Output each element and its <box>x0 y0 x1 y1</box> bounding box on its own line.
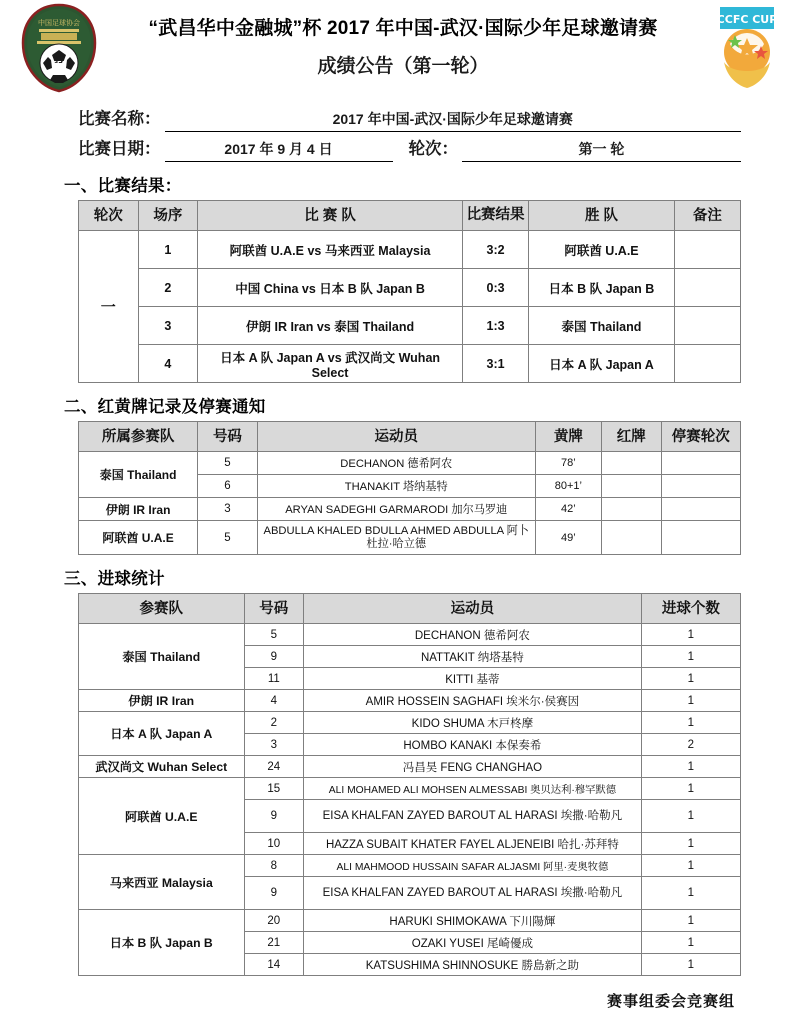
player-name: KITTI 基蒂 <box>304 668 642 690</box>
section1-heading: 一、比赛结果： <box>64 177 182 195</box>
table-row <box>79 712 741 734</box>
match-remark <box>674 269 740 307</box>
svg-text:中国足球协会: 中国足球协会 <box>38 19 80 27</box>
player-number: 5 <box>244 624 304 646</box>
col-red-card: 红牌 <box>601 422 661 452</box>
player-name: NATTAKIT 纳塔基特 <box>304 646 642 668</box>
goal-count: 1 <box>641 690 740 712</box>
player-number: 9 <box>244 646 304 668</box>
form-fields <box>0 102 793 162</box>
table-row <box>79 910 741 932</box>
match-winner: 日本 B 队 Japan B <box>529 269 675 307</box>
ccfc-cup-text: CCFC CUP <box>716 13 778 26</box>
suspension-rounds <box>661 452 740 475</box>
match-remark <box>674 345 740 383</box>
title-block <box>105 14 701 84</box>
table-row <box>79 855 741 877</box>
player-name: OZAKI YUSEI 尾崎優成 <box>304 932 642 954</box>
player-number: 3 <box>244 734 304 756</box>
col-match-no: 场序 <box>138 201 198 231</box>
player-number: 9 <box>244 800 304 833</box>
player-number: 4 <box>244 690 304 712</box>
team-name: 阿联酋 U.A.E <box>79 521 198 555</box>
svg-text:CFA: CFA <box>51 60 67 68</box>
goal-count: 1 <box>641 712 740 734</box>
col-winner: 胜 队 <box>529 201 675 231</box>
table-row <box>79 307 741 345</box>
col-team: 参赛队 <box>79 594 245 624</box>
table-row <box>79 778 741 800</box>
match-winner: 日本 A 队 Japan A <box>529 345 675 383</box>
player-number: 20 <box>244 910 304 932</box>
player-name: EISA KHALFAN ZAYED BAROUT AL HARASI 埃撒·哈勒凡 <box>304 877 642 910</box>
col-team: 所属参赛队 <box>79 422 198 452</box>
goal-count: 1 <box>641 646 740 668</box>
form-row-name <box>78 102 741 132</box>
match-score: 1:3 <box>462 307 528 345</box>
team-name: 武汉尚文 Wuhan Select <box>79 756 245 778</box>
table-header-row <box>79 201 741 231</box>
form-row-date <box>78 132 741 162</box>
table-row <box>79 452 741 475</box>
team-name: 阿联酋 U.A.E <box>79 778 245 855</box>
player-name: HAZZA SUBAIT KHATER FAYEL ALJENEIBI 哈扎·苏拜特 <box>304 833 642 855</box>
goal-count: 2 <box>641 734 740 756</box>
yellow-card-minute: 80+1’ <box>535 475 601 498</box>
goal-count: 1 <box>641 954 740 976</box>
table-row <box>79 756 741 778</box>
player-name: ABDULLA KHALED BDULLA AHMED ABDULLA 阿卜杜拉·哈立德 <box>257 521 535 555</box>
match-no: 1 <box>138 231 198 269</box>
section2-heading: 二、红黄牌记录及停赛通知 <box>64 398 266 416</box>
player-number: 5 <box>198 452 258 475</box>
red-card-minute <box>601 452 661 475</box>
col-teams: 比 赛 队 <box>198 201 463 231</box>
col-suspension: 停赛轮次 <box>661 422 740 452</box>
col-number: 号码 <box>244 594 304 624</box>
document-header <box>0 0 793 96</box>
player-number: 3 <box>198 498 258 521</box>
table-header-row <box>79 422 741 452</box>
goal-count: 1 <box>641 910 740 932</box>
section3-table-wrap <box>0 593 793 976</box>
ccfc-cup-logo-icon <box>711 2 783 90</box>
match-remark <box>674 307 740 345</box>
match-remark <box>674 231 740 269</box>
col-number: 号码 <box>198 422 258 452</box>
match-score: 0:3 <box>462 269 528 307</box>
player-number: 9 <box>244 877 304 910</box>
table-row <box>79 521 741 555</box>
match-date-value[interactable]: 2017 年 9 月 4 日 <box>165 139 393 162</box>
col-yellow-card: 黄牌 <box>535 422 601 452</box>
team-name: 泰国 Thailand <box>79 624 245 690</box>
page-title-line1: “武昌华中金融城”杯 2017 年中国-武汉·国际少年足球邀请赛 <box>148 18 658 39</box>
footer-signature: 赛事组委会竞赛组 <box>606 993 735 1010</box>
player-number: 8 <box>244 855 304 877</box>
team-name: 日本 B 队 Japan B <box>79 910 245 976</box>
suspension-rounds <box>661 475 740 498</box>
player-number: 15 <box>244 778 304 800</box>
match-date-label: 比赛日期： <box>78 140 161 158</box>
match-results-table <box>78 200 741 383</box>
player-name: AMIR HOSSEIN SAGHAFI 埃米尔·侯赛因 <box>304 690 642 712</box>
goal-count: 1 <box>641 756 740 778</box>
player-number: 6 <box>198 475 258 498</box>
player-name: DECHANON 德希阿农 <box>257 452 535 475</box>
goal-statistics-table <box>78 593 741 976</box>
player-number: 5 <box>198 521 258 555</box>
page-title-line2: 成绩公告（第一轮） <box>317 56 489 77</box>
match-teams: 伊朗 IR Iran vs 泰国 Thailand <box>198 307 463 345</box>
goal-count: 1 <box>641 668 740 690</box>
match-name-label: 比赛名称： <box>78 110 161 128</box>
player-name: KATSUSHIMA SHINNOSUKE 勝島新之助 <box>304 954 642 976</box>
player-number: 2 <box>244 712 304 734</box>
player-name: HARUKI SHIMOKAWA 下川陽輝 <box>304 910 642 932</box>
yellow-card-minute: 49’ <box>535 521 601 555</box>
red-card-minute <box>601 498 661 521</box>
goal-count: 1 <box>641 833 740 855</box>
player-number: 10 <box>244 833 304 855</box>
table-row <box>79 624 741 646</box>
table-row <box>79 498 741 521</box>
match-winner: 阿联酋 U.A.E <box>529 231 675 269</box>
yellow-card-minute: 42’ <box>535 498 601 521</box>
player-number: 11 <box>244 668 304 690</box>
player-name: HOMBO KANAKI 本保奏希 <box>304 734 642 756</box>
match-teams: 日本 A 队 Japan A vs 武汉尚文 Wuhan Select <box>198 345 463 383</box>
goal-count: 1 <box>641 877 740 910</box>
goal-count: 1 <box>641 855 740 877</box>
table-row <box>79 231 741 269</box>
match-teams: 中国 China vs 日本 B 队 Japan B <box>198 269 463 307</box>
team-name: 马来西亚 Malaysia <box>79 855 245 910</box>
suspension-rounds <box>661 498 740 521</box>
player-name: ARYAN SADEGHI GARMARODI 加尔马罗迪 <box>257 498 535 521</box>
match-no: 3 <box>138 307 198 345</box>
match-name-value[interactable]: 2017 年中国-武汉·国际少年足球邀请赛 <box>165 109 742 132</box>
team-name: 日本 A 队 Japan A <box>79 712 245 756</box>
match-teams: 阿联酋 U.A.E vs 马来西亚 Malaysia <box>198 231 463 269</box>
cards-suspension-table <box>78 421 741 555</box>
player-number: 14 <box>244 954 304 976</box>
col-player: 运动员 <box>257 422 535 452</box>
table-row <box>79 690 741 712</box>
round-label: 轮次： <box>408 140 458 158</box>
player-name: EISA KHALFAN ZAYED BAROUT AL HARASI 埃撒·哈勒凡 <box>304 800 642 833</box>
red-card-minute <box>601 475 661 498</box>
player-number: 24 <box>244 756 304 778</box>
player-number: 21 <box>244 932 304 954</box>
table-row <box>79 269 741 307</box>
team-name: 伊朗 IR Iran <box>79 690 245 712</box>
match-score: 3:2 <box>462 231 528 269</box>
player-name: DECHANON 德希阿农 <box>304 624 642 646</box>
col-goals: 进球个数 <box>641 594 740 624</box>
col-player: 运动员 <box>304 594 642 624</box>
section3-heading: 三、进球统计 <box>64 570 165 588</box>
round-value[interactable]: 第一 轮 <box>462 139 741 162</box>
red-card-minute <box>601 521 661 555</box>
player-name: ALI MOHAMED ALI MOHSEN ALMESSABI 奥贝达利·穆罕默德 <box>304 778 642 800</box>
match-winner: 泰国 Thailand <box>529 307 675 345</box>
goal-count: 1 <box>641 778 740 800</box>
match-no: 4 <box>138 345 198 383</box>
match-no: 2 <box>138 269 198 307</box>
player-name: 冯昌昊 FENG CHANGHAO <box>304 756 642 778</box>
col-round: 轮次 <box>79 201 139 231</box>
section1-table-wrap <box>0 200 793 383</box>
section2-table-wrap <box>0 421 793 555</box>
yellow-card-minute: 78’ <box>535 452 601 475</box>
round-cell: 一 <box>79 231 139 383</box>
goal-count: 1 <box>641 932 740 954</box>
team-name: 泰国 Thailand <box>79 452 198 498</box>
col-remark: 备注 <box>674 201 740 231</box>
cfa-logo-icon <box>17 3 101 93</box>
player-name: ALI MAHMOOD HUSSAIN SAFAR ALJASMI 阿里·麦奥牧德 <box>304 855 642 877</box>
table-row <box>79 345 741 383</box>
table-header-row <box>79 594 741 624</box>
team-name: 伊朗 IR Iran <box>79 498 198 521</box>
col-score: 比赛结果 <box>462 201 528 231</box>
player-name: THANAKIT 塔纳基特 <box>257 475 535 498</box>
match-score: 3:1 <box>462 345 528 383</box>
player-name: KIDO SHUMA 木戸柊摩 <box>304 712 642 734</box>
goal-count: 1 <box>641 624 740 646</box>
goal-count: 1 <box>641 800 740 833</box>
suspension-rounds <box>661 521 740 555</box>
